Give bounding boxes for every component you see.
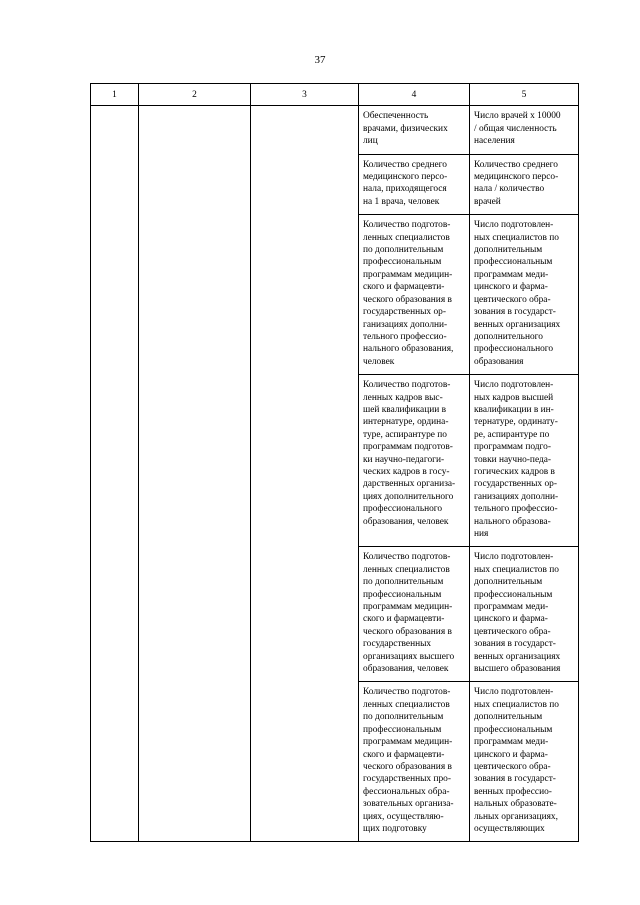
formula-text: Число врачей х 10000 / общая численность населения xyxy=(474,111,561,147)
formula-text: Число подготовлен- ных специалистов по дополнительным профессиональным программам меди- цинского и фарма- цевтического обра- зования в государст- венных организациях высшего образования xyxy=(474,552,561,675)
empty-cell-col2 xyxy=(139,106,251,842)
indicator-text: Обеспеченность врачами, физических лиц xyxy=(363,111,448,147)
indicator-cell xyxy=(359,547,470,682)
indicator-cell xyxy=(359,106,470,154)
formula-cell xyxy=(470,682,579,842)
formula-cell xyxy=(470,154,579,215)
indicators-table xyxy=(90,83,579,842)
column-header-2: 2 xyxy=(139,84,251,106)
formula-text: Число подготовлен- ных специалистов по дополнительным профессиональным программам меди- цинского и фарма- цевтического обра- зования в государст- венных организациях дополнительного профессионального образования xyxy=(474,220,561,367)
indicator-text: Количество подготов- ленных специалистов по дополнительным профессиональным программам медицин- ского и фармацевти- ческого образования в государственных про- фессиональных обра- зовательных организа- циях, осуществляю- щих подготовку xyxy=(363,687,454,834)
indicator-text: Количество среднего медицинского персо- нала, приходящегося на 1 врача, человек xyxy=(363,159,448,207)
indicator-cell xyxy=(359,154,470,215)
column-header-3: 3 xyxy=(251,84,359,106)
indicator-cell xyxy=(359,375,470,547)
column-header-4: 4 xyxy=(359,84,470,106)
table-header-row xyxy=(91,84,579,106)
column-header-5: 5 xyxy=(470,84,579,106)
formula-cell xyxy=(470,106,579,154)
indicator-text: Количество подготов- ленных кадров выс- шей квалификации в интернатуре, ордина- туре, аспирантуре по программам подготов- ки научно-педагоги- ческих кадров в госу- дарственных организа- циях дополнительного профессионального образования, человек xyxy=(363,380,456,527)
table-row xyxy=(91,106,579,154)
indicator-cell xyxy=(359,682,470,842)
formula-text: Число подготовлен- ных кадров высшей квалификации в ин- тернатуре, ординату- ре, аспирантуре по программам подго- товки научно-педа- гогических кадров в государственных ор- ганизациях дополни- тельного профессио- нального образова- ния xyxy=(474,380,559,539)
formula-text: Количество среднего медицинского персо- нала / количество врачей xyxy=(474,159,559,207)
empty-cell-col3 xyxy=(251,106,359,842)
formula-text: Число подготовлен- ных специалистов по дополнительным профессиональным программам меди- цинского и фарма- цевтического обра- зования в государст- венных профессио- нальных образовате- льных организациях, осуществляющих xyxy=(474,687,559,834)
empty-cell-col1 xyxy=(91,106,139,842)
formula-cell xyxy=(470,375,579,547)
indicator-cell xyxy=(359,215,470,375)
column-header-1: 1 xyxy=(91,84,139,106)
indicator-text: Количество подготов- ленных специалистов по дополнительным профессиональным программам медицин- ского и фармацевти- ческого образования в государственных организациях высшего образования, человек xyxy=(363,552,455,675)
formula-cell xyxy=(470,215,579,375)
formula-cell xyxy=(470,547,579,682)
page-number: 37 xyxy=(314,54,326,66)
indicator-text: Количество подготов- ленных специалистов по дополнительным профессиональным программам медицин- ского и фармацевти- ческого образования в государственных ор- ганизациях дополни- тельного профессио- нального образования, человек xyxy=(363,220,454,367)
